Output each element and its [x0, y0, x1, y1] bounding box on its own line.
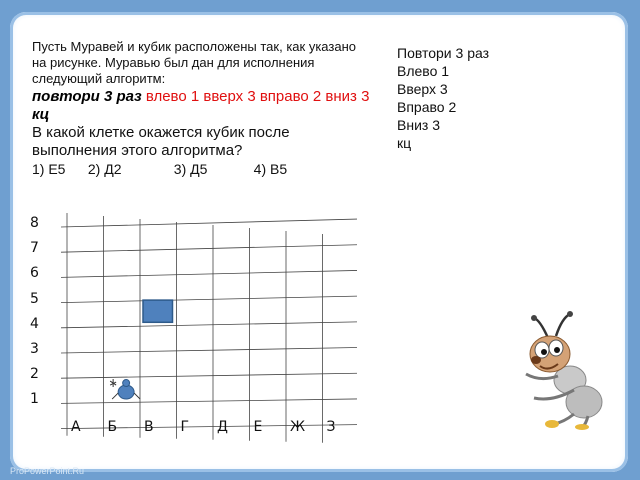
row-label: 2 — [30, 366, 39, 383]
end-keyword: кц — [32, 106, 50, 123]
column-label: А — [71, 418, 81, 435]
grid-lines — [27, 213, 357, 443]
task-intro: Пусть Муравей и кубик расположены так, как указано на рисунке. Муравью был дан для исполнения следующий алгоритм: — [32, 39, 356, 86]
row-label: 1 — [30, 391, 39, 408]
task-text — [32, 39, 372, 178]
column-label: В — [144, 418, 154, 435]
answer-option: 1) Е5 — [32, 161, 66, 177]
row-label: 5 — [30, 290, 39, 307]
grid-horizontal-line — [61, 348, 357, 354]
task-question: В какой клетке окажется кубик после выполнения этого алгоритма? — [32, 124, 290, 159]
column-label: Г — [180, 418, 190, 435]
algorithm-line: Повтори 3 раз — [397, 45, 490, 61]
task-algorithm-line — [32, 88, 372, 124]
grid-horizontal-line — [61, 399, 357, 404]
row-label: 6 — [30, 265, 39, 282]
grid-horizontal-line — [61, 373, 357, 378]
grid-horizontal-line — [61, 322, 357, 328]
column-label: Б — [107, 418, 118, 435]
answer-option: 4) В5 — [253, 161, 288, 177]
grid-horizontal-line — [61, 425, 357, 429]
algorithm-line: Вверх 3 — [397, 81, 448, 97]
algorithm-line: кц — [397, 135, 412, 151]
column-label: Е — [253, 418, 263, 435]
algorithm-line: Вниз 3 — [397, 117, 440, 133]
grid-horizontal-line — [61, 245, 357, 253]
field-grid — [27, 213, 357, 443]
row-label: 7 — [30, 240, 39, 257]
algorithm-line: Влево 1 — [397, 63, 450, 79]
grid-horizontal-line — [61, 270, 357, 277]
algorithm-listing — [397, 44, 489, 152]
task-commands: влево 1 вверх 3 вправо 2 вниз 3 — [145, 88, 370, 105]
column-label: З — [326, 418, 336, 435]
row-label: 8 — [30, 215, 39, 231]
row-label: 3 — [30, 341, 39, 357]
answer-option: 3) Д5 — [173, 161, 208, 177]
footer-watermark: ProPowerPoint.Ru — [10, 466, 85, 476]
column-label: Д — [217, 418, 228, 435]
grid-horizontal-line — [61, 296, 357, 303]
grid-horizontal-line — [61, 219, 357, 227]
ant-character-icon — [512, 310, 608, 430]
cube — [143, 300, 173, 322]
loop-keyword: повтори 3 раз — [32, 88, 142, 105]
column-label: Ж — [290, 418, 306, 435]
answer-option: 2) Д2 — [87, 161, 122, 177]
row-label: 4 — [30, 315, 39, 332]
ant-marker-icon — [110, 379, 140, 399]
algorithm-line: Вправо 2 — [397, 99, 457, 115]
answer-options — [32, 160, 372, 178]
